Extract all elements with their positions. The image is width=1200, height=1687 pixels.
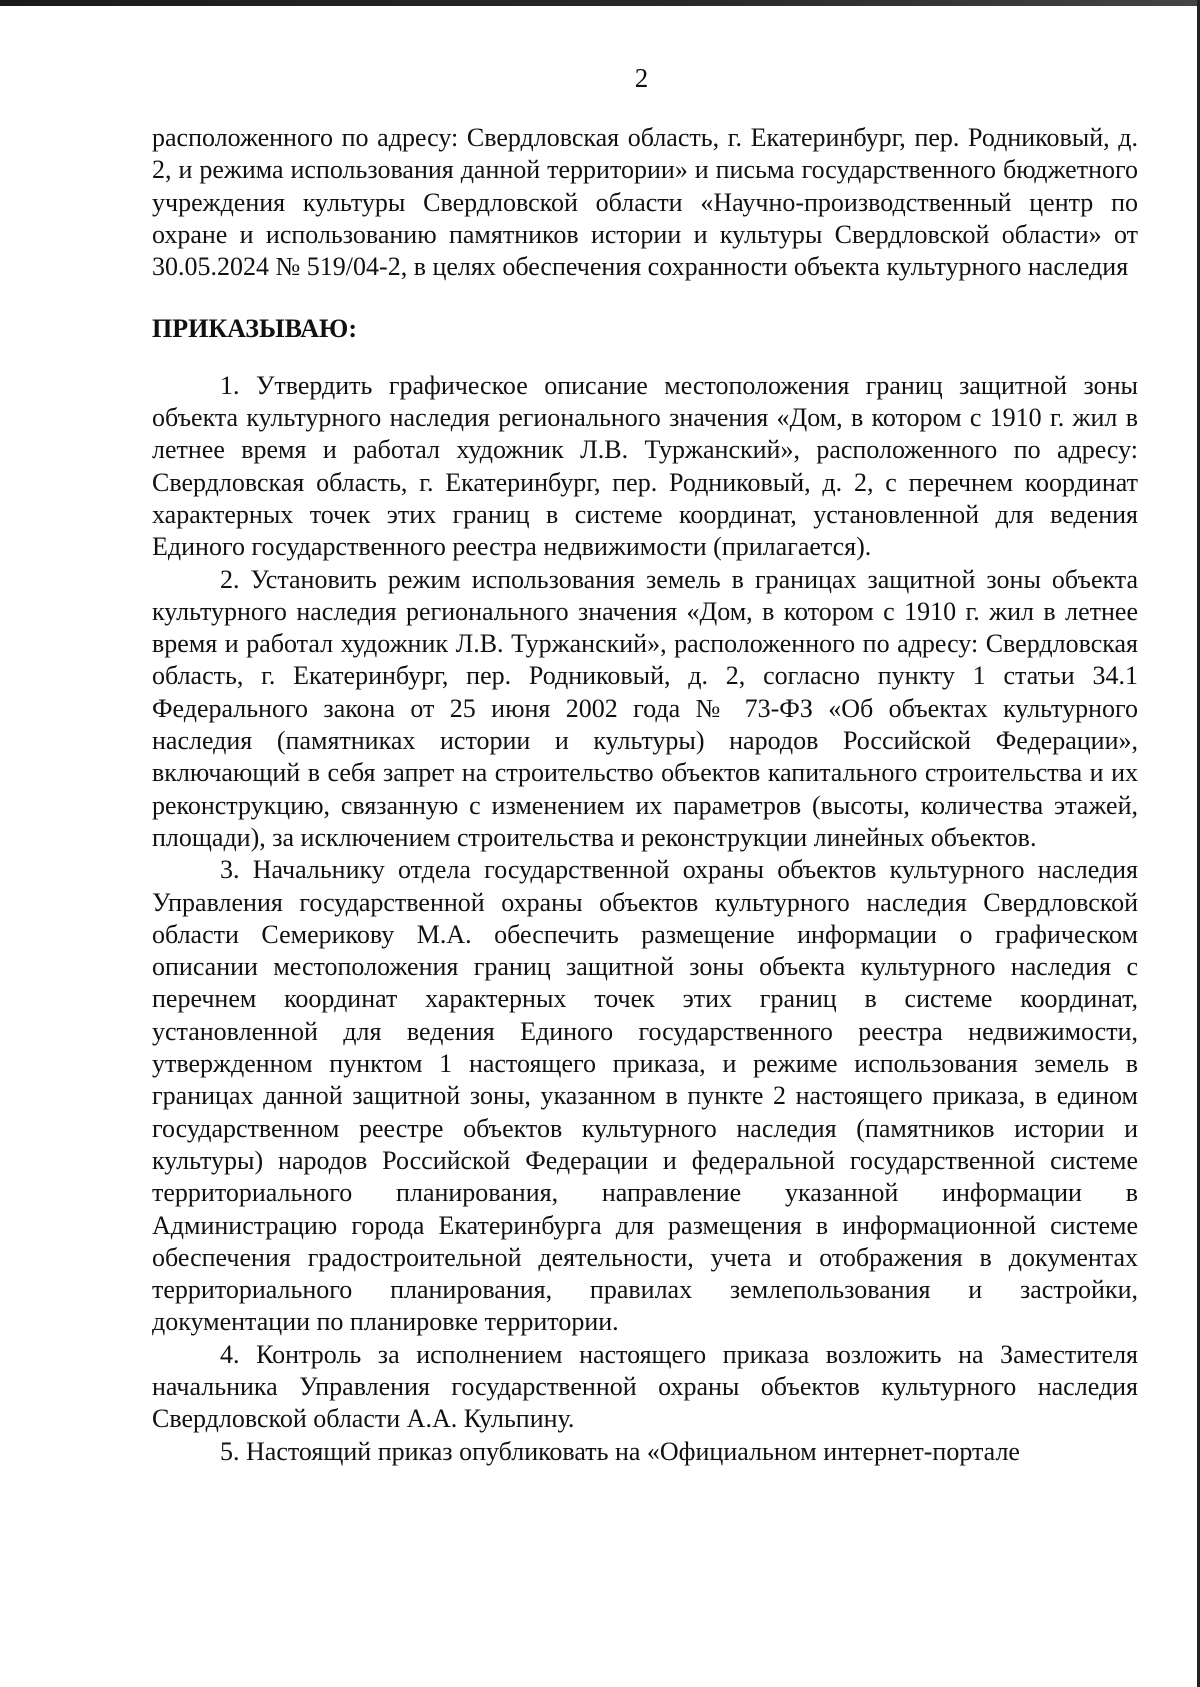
order-heading: ПРИКАЗЫВАЮ: [152, 314, 357, 344]
order-item-3: 3. Начальнику отдела государственной охраны объектов культурного наследия Управления государственной охраны объектов культурного наследия Свердловской области Семерикову М.А. обеспечить размещение информации о графическом описании местоположения границ защитной зоны объекта культурного наследия с перечнем координат характерных точек этих границ в системе координат, установленной для ведения Единого государственного реестра недвижимости, утвержденном пунктом 1 настоящего приказа, и режиме использования земель в границах данной защитной зоны, указанном в пункте 2 настоящего приказа, в едином государственном реестре объектов культурного наследия (памятников истории и культуры) народов Российской Федерации и федеральной государственной системе территориального планирования, направление указанной информации в Администрацию города Екатеринбурга для размещения в информационной системе обеспечения градостроительной деятельности, учета и отображения в документах территориального планирования, правилах землепользования и застройки, документации по планировке территории. [152, 855, 1138, 1337]
order-item-4: 4. Контроль за исполнением настоящего приказа возложить на Заместителя начальника Управления государственной охраны объектов культурного наследия Свердловской области А.А. Кульпину. [152, 1339, 1138, 1434]
order-item-5: 5. Настоящий приказ опубликовать на «Официальном интернет-портале [220, 1436, 1020, 1466]
document-body [152, 122, 1138, 1468]
lead-paragraph: расположенного по адресу: Свердловская область, г. Екатеринбург, пер. Родниковый, д. 2, и режима использования данной территории» и письма государственного бюджетного учреждения культуры Свердловской области «Научно-производственный центр по охране и использованию памятников истории и культуры Свердловской области» от 30.05.2024 № 519/04-2, в целях обеспечения сохранности объекта культурного наследия [152, 123, 1138, 282]
scan-edge-top [0, 0, 1200, 6]
order-item-1: 1. Утвердить графическое описание местоположения границ защитной зоны объекта культурного наследия регионального значения «Дом, в котором с 1910 г. жил в летнее время и работал художник Л.В. Туржанский», расположенного по адресу: Свердловская область, г. Екатеринбург, пер. Родниковый, д. 2, с перечнем координат характерных точек этих границ в системе координат, установленной для ведения Единого государственного реестра недвижимости (прилагается). [152, 370, 1138, 562]
page-number: 2 [634, 63, 649, 93]
order-item-2: 2. Установить режим использования земель в границах защитной зоны объекта культурного наследия регионального значения «Дом, в котором с 1910 г. жил в летнее время и работал художник Л.В. Туржанский», расположенного по адресу: Свердловская область, г. Екатеринбург, пер. Родниковый, д. 2, согласно пункту 1 статьи 34.1 Федерального закона от 25 июня 2002 года № 73-ФЗ «Об объектах культурного наследия (памятниках истории и культуры) народов Российской Федерации», включающий в себя запрет на строительство объектов капитального строительства и их реконструкцию, связанную с изменением их параметров (высоты, количества этажей, площади), за исключением строительства и реконструкции линейных объектов. [152, 564, 1138, 852]
